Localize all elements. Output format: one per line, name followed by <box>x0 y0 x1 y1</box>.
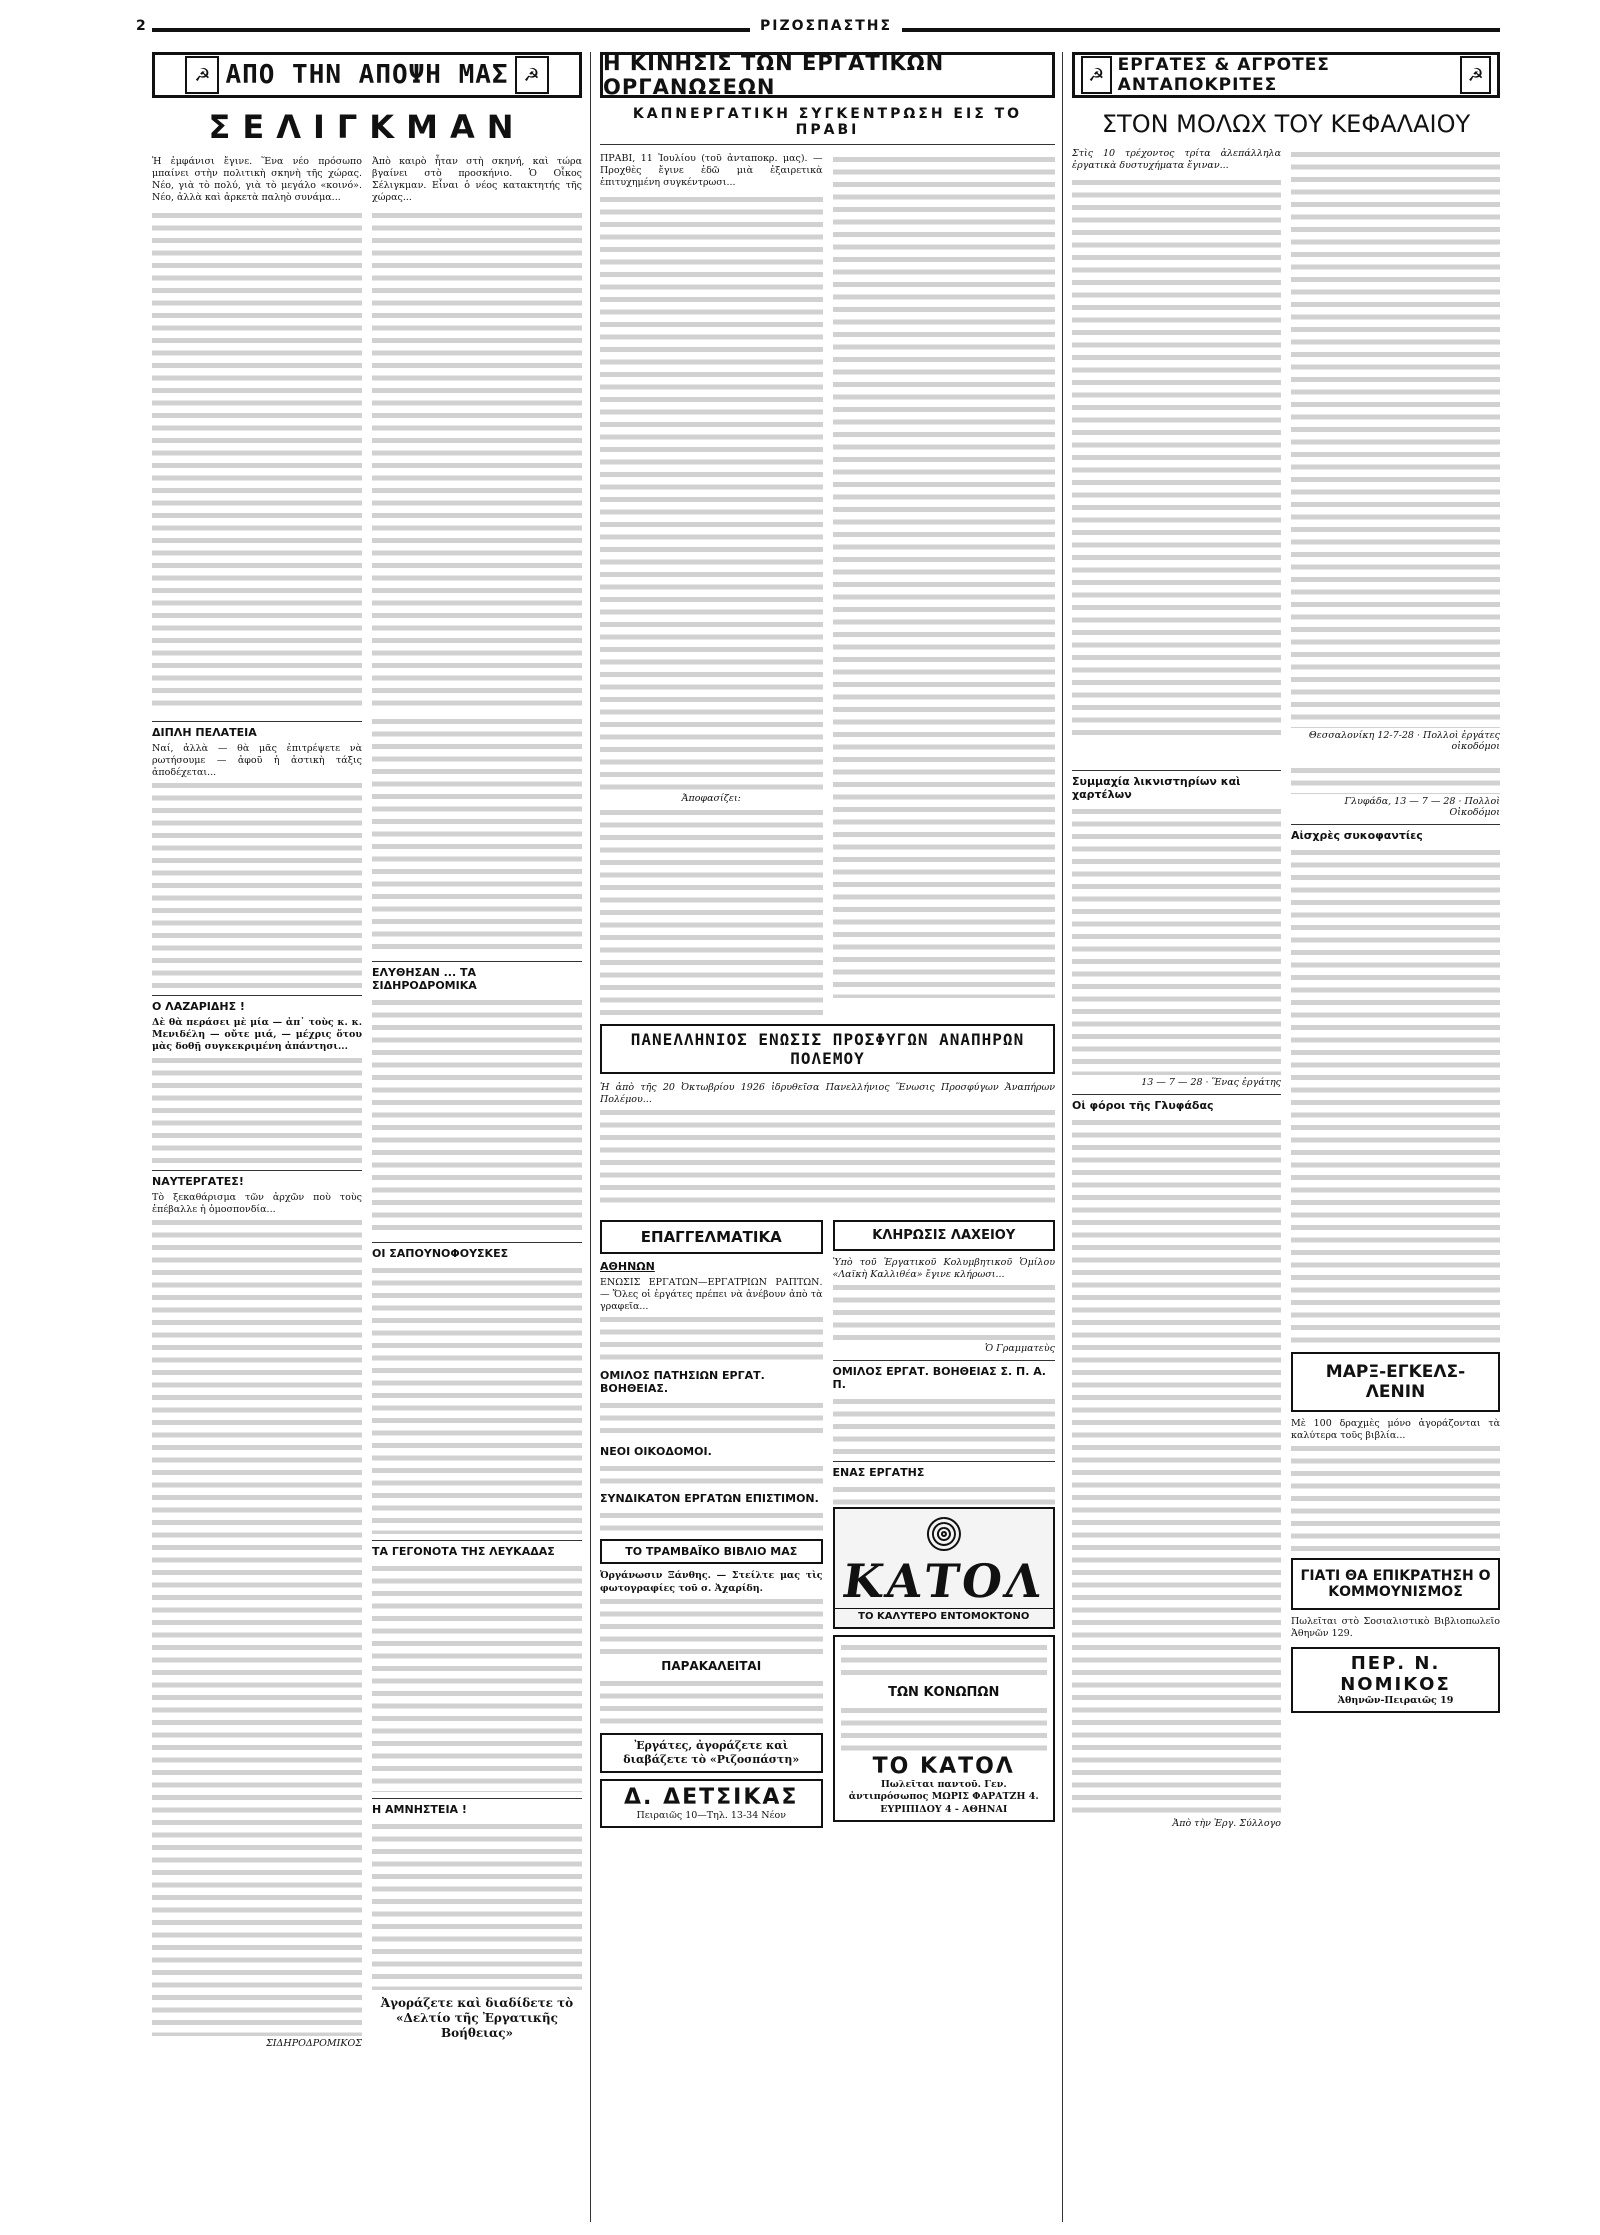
advert-box <box>1291 1647 1500 1713</box>
advert-name: ΤΟ ΚΑΤΟΛ <box>872 1754 1015 1780</box>
section-title: Συμμαχία λικνιστηρίων καὶ χαρτέλων <box>1072 770 1281 801</box>
section-title: Οἱ φόροι τῆς Γλυφάδας <box>1072 1094 1281 1112</box>
section-title: ΔΙΠΛΗ ΠΕΛΑΤΕΙΑ <box>152 721 362 739</box>
hammer-sickle-icon: ☭ <box>1460 56 1491 94</box>
masthead-name: ΡΙΖΟΣΠΑΣΤΗΣ <box>750 18 902 34</box>
text-block <box>600 806 823 1016</box>
page-number: 2 <box>130 18 152 34</box>
feature-title: ΣΕΛΙΓΚΜΑΝ <box>208 108 526 146</box>
notice-title: ΣΥΝΔΙΚΑΤΟΝ ΕΡΓΑΤΩΝ ΕΠΙΣΤΙΜΟΝ. <box>600 1492 819 1506</box>
text-block <box>600 1677 823 1727</box>
decision-label: Ἀποφασίζει: <box>681 793 741 805</box>
text-block <box>600 1313 823 1363</box>
text-block <box>152 209 362 709</box>
article-text: Ἡ ἀπὸ τῆς 20 Ὀκτωβρίου 1926 ἱδρυθεῖσα Πανελλήνιος Ἕνωσις Προσφύγων Ἀναπήρων Πολέμου... <box>600 1081 1055 1105</box>
feature-body <box>152 156 582 709</box>
promo-box <box>600 1733 823 1773</box>
masthead <box>130 18 1500 40</box>
article-headline: ΚΑΠΝΕΡΓΑΤΙΚΗ ΣΥΓΚΕΝΤΡΩΣΗ ΕΙΣ ΤΟ ΠΡΑΒΙ <box>600 106 1055 145</box>
hammer-sickle-icon: ☭ <box>185 56 219 94</box>
text-block <box>372 1562 582 1792</box>
text-block <box>841 1704 1048 1754</box>
text-block <box>152 779 362 989</box>
lower-columns <box>152 715 582 2055</box>
advert-name: ΠΕΡ. Ν. ΝΟΜΙΚΟΣ <box>1340 1652 1451 1695</box>
advert-headline: ΜΑΡΞ-ΕΓΚΕΛΣ-ΛΕΝΙΝ <box>1325 1362 1466 1402</box>
section-title: Η ΑΜΝΗΣΤΕΙΑ ! <box>372 1798 582 1816</box>
column-header-title: Η ΚΙΝΗΣΙΣ ΤΩΝ ΕΡΓΑΤΙΚΩΝ ΟΡΓΑΝΩΣΕΩΝ <box>603 52 945 99</box>
section-box <box>833 1220 1056 1251</box>
text-block <box>600 1595 823 1655</box>
text-block <box>152 1216 362 2036</box>
article-text: Τὸ ξεκαθάρισμα τῶν ἀρχῶν ποὺ τοὺς ἐπέβαλλε ἡ ὁμοσπονδία... <box>152 1191 362 1215</box>
text-block <box>1291 846 1500 1346</box>
article-body <box>600 153 1055 1016</box>
column-header <box>152 52 582 98</box>
text-block <box>841 1641 1048 1681</box>
mosquito-coil-icon <box>924 1514 964 1554</box>
advert-address: Πειραιῶς 10—Τηλ. 13-34 Νέον <box>636 1809 787 1821</box>
text-block <box>1072 1116 1281 1816</box>
column-divider <box>1062 52 1063 2222</box>
advert-headline: ΤΩΝ ΚΟΝΩΠΩΝ <box>888 1685 1000 1701</box>
article-body <box>1072 148 1500 758</box>
article-headline: ΣΤΟΝ ΜΟΛΩΧ ΤΟΥ ΚΕΦΑΛΑΙΟΥ <box>1101 110 1471 138</box>
column-correspondents <box>1072 52 1500 2222</box>
article-text: Ναί, ἀλλὰ — θὰ μᾶς ἐπιτρέψετε νὰ ρωτήσουμε — ἀφοῦ ἡ ἀστικὴ τάξις ἀποδέχεται... <box>152 742 362 778</box>
katol-tagline: ΤΟ ΚΑΛΥΤΕΡΟ ΕΝΤΟΜΟΚΤΟΝΟ <box>835 1608 1054 1622</box>
katol-advert <box>833 1507 1056 1629</box>
text-block <box>600 1462 823 1486</box>
column-labor-news <box>600 52 1055 2222</box>
article-text: ΠΡΑΒΙ, 11 Ἰουλίου (τοῦ ἀνταποκρ. μας). — Προχθὲς ἔγινε ἐδῶ μιὰ ἐξαιρετικὰ ἐπιτυχημένη συγκέντρωσι... <box>600 153 823 189</box>
text-block <box>372 996 582 1236</box>
signature: Ἀπὸ τὴν Ἐργ. Σύλλογο <box>1172 1818 1281 1829</box>
column-header <box>1072 52 1500 98</box>
text-block <box>600 1509 823 1533</box>
text-block <box>372 715 582 955</box>
text-block <box>833 1483 1056 1507</box>
notice-title: ΟΜΙΛΟΣ ΕΡΓΑΤ. ΒΟΗΘΕΙΑΣ Σ. Π. Α. Π. <box>833 1360 1056 1391</box>
banner-headline: ΠΑΝΕΛΛΗΝΙΟΣ ΕΝΩΣΙΣ ΠΡΟΣΦΥΓΩΝ ΑΝΑΠΗΡΩΝ ΠΟΛΕΜΟΥ <box>600 1024 1055 1074</box>
column-header-title: ΑΠΟ ΤΗΝ ΑΠΟΨΗ ΜΑΣ <box>225 60 509 90</box>
section-title: ΤΟ ΤΡΑΜΒΑΪΚΟ ΒΙΒΛΙΟ ΜΑΣ <box>625 1545 798 1559</box>
section-subtitle: ΑΘΗΝΩΝ <box>600 1259 655 1273</box>
text-block <box>600 1106 1055 1206</box>
section-title: ΟΙ ΣΑΠΟΥΝΟΦΟΥΣΚΕΣ <box>372 1242 582 1260</box>
article-text: Στὶς 10 τρέχοντος τρίτα ἀλεπάλληλα ἐργατικὰ δυστυχήματα ἔγιναν... <box>1072 148 1281 172</box>
section-title: Αἰσχρὲς συκοφαντίες <box>1291 824 1500 842</box>
text-block <box>1291 148 1500 728</box>
lower-columns <box>1072 764 1500 1835</box>
signature: 13 — 7 — 28 · Ἕνας ἐργάτης <box>1141 1077 1281 1088</box>
section-box <box>600 1220 823 1254</box>
section-title: ΚΛΗΡΩΣΙΣ ΛΑΧΕΙΟΥ <box>872 1227 1016 1243</box>
advert-address: Πωλεῖται παντοῦ. Γεν. ἀντιπρόσωπος ΜΩΡΙΣ ΦΑΡΑΤΖΗ 4. ΕΥΡΙΠΙΔΟΥ 4 - ΑΘΗΝΑΙ <box>848 1779 1039 1815</box>
notice-title: ΠΑΡΑΚΑΛΕΙΤΑΙ <box>661 1658 762 1673</box>
column-editorial <box>152 52 582 2222</box>
signature: Γλυφάδα, 13 — 7 — 28 · Πολλοὶ Οἰκοδόμοι <box>1344 796 1500 818</box>
hammer-sickle-icon: ☭ <box>515 56 549 94</box>
column-header <box>600 52 1055 98</box>
promo-text: Ἀγοράζετε καὶ διαδίδετε τὸ «Δελτίο τῆς Ἐργατικῆς Βοήθειας» <box>380 1995 574 2041</box>
text-block <box>372 209 582 709</box>
text-block <box>600 193 823 793</box>
section-box <box>600 1539 823 1564</box>
advert-headline: ΓΙΑΤΙ ΘΑ ΕΠΙΚΡΑΤΗΣΗ Ο ΚΟΜΜΟΥΝΙΣΜΟΣ <box>1300 1568 1491 1601</box>
section-title: ΤΑ ΓΕΓΟΝΟΤΑ ΤΗΣ ΛΕΥΚΑΔΑΣ <box>372 1540 582 1558</box>
katol-logo: ΚΑΤΟΛ <box>839 1554 1048 1609</box>
text-block <box>1291 1442 1500 1552</box>
section-title: ΝΑΥΤΕΡΓΑΤΕΣ! <box>152 1170 362 1188</box>
text-block <box>372 1820 582 1990</box>
text-block <box>1072 805 1281 1075</box>
text-block <box>1291 764 1500 794</box>
classifieds <box>600 1214 1055 1834</box>
katol-advert-text <box>833 1635 1056 1821</box>
text-block <box>833 153 1056 998</box>
notice-text: Ὀργάνωσιν Ξάνθης. — Στείλτε μας τὶς φωτογραφίες τοῦ σ. Ἀχαρίδη. <box>600 1570 823 1594</box>
section-title: Ο ΛΑΖΑΡΙΔΗΣ ! <box>152 995 362 1013</box>
advert-text: Μὲ 100 δραχμὲς μόνο ἀγοράζονται τὰ καλύτερα τοῦς βιβλία... <box>1291 1418 1500 1442</box>
advert-box <box>1291 1352 1500 1412</box>
column-header-title: ΕΡΓΑΤΕΣ & ΑΓΡΟΤΕΣ ΑΝΤΑΠΟΚΡΙΤΕΣ <box>1117 55 1330 95</box>
signature: Θεσσαλονίκη 12-7-28 · Πολλοὶ ἐργάτες οἰκοδόμοι <box>1308 730 1500 752</box>
text-block <box>600 1399 823 1439</box>
advert-box <box>1291 1558 1500 1610</box>
text-block <box>1072 176 1281 736</box>
hammer-sickle-icon: ☭ <box>1081 56 1112 94</box>
signature: ΣΙΔΗΡΟΔΡΟΜΙΚΟΣ <box>266 2037 362 2049</box>
article-text: Ἡ ἐμφάνισι ἔγινε. Ἕνα νέο πρόσωπο μπαίνει στὴν πολιτικὴ σκηνὴ τῆς χώρας. Νέο, γιὰ τὸ πολύ, γιὰ τὸ μεγάλο «κοινό». Νέο, ἀλλὰ καὶ ἀρκετὰ παληὸ συνάμα... <box>152 156 362 204</box>
promo-text: Ἐργάτες, ἀγοράζετε καὶ διαβάζετε τὸ «Ριζοσπάστη» <box>623 1738 800 1766</box>
advert-name: Δ. ΔΕΤΣΙΚΑΣ <box>624 1784 799 1810</box>
section-title: ΕΠΑΓΓΕΛΜΑΤΙΚΑ <box>640 1227 782 1246</box>
advert-address: Ἀθηνῶν-Πειραιῶς 19 <box>1337 1694 1454 1706</box>
notice-text: ΕΝΩΣΙΣ ΕΡΓΑΤΩΝ—ΕΡΓΑΤΡΙΩΝ ΡΑΠΤΩΝ. — Ὅλες οἱ ἐργάτες πρέπει νὰ ἀνέβουν ἀπὸ τὰ γραφεῖα... <box>600 1276 823 1313</box>
signature: Ὁ Γραμματεὺς <box>985 1343 1055 1355</box>
section-title: ΕΛΥΘΗΣΑΝ ... ΤΑ ΣΙΔΗΡΟΔΡΟΜΙΚΑ <box>372 961 582 992</box>
notice-title: ΝΕΟΙ ΟΙΚΟΔΟΜΟΙ. <box>600 1445 712 1459</box>
notice-text: Ὑπὸ τοῦ Ἐργατικοῦ Κολυμβητικοῦ Ὁμίλου «Λαϊκὴ Καλλιθέα» ἔγινε κλήρωσι... <box>832 1256 1055 1281</box>
column-divider <box>590 52 591 2222</box>
text-block <box>372 1264 582 1534</box>
text-block <box>833 1281 1056 1341</box>
article-text: Ἀπὸ καιρὸ ἦταν στὴ σκηνή, καὶ τώρα βγαίνει στὸ προσκήνιο. Ὁ Οἶκος Σέλιγκμαν. Εἶναι ὁ νέος κατακτητής τῆς χώρας... <box>372 156 582 204</box>
notice-title: ΕΝΑΣ ΕΡΓΑΤΗΣ <box>833 1461 1056 1479</box>
article-text: Δὲ θὰ περάσει μὲ μία — ἀπ᾿ τοὺς κ. κ. Μενιδέλη — οὔτε μιά, — μέχρις ὅτου μὰς δοθῇ συγκεκριμένη ἀπάντησι... <box>152 1017 362 1053</box>
advert-text: Πωλεῖται στὸ Σοσιαλιστικὸ Βιβλιοπωλεῖο Ἀθηνῶν 129. <box>1291 1616 1500 1640</box>
notice-title: ΟΜΙΛΟΣ ΠΑΤΗΣΙΩΝ ΕΡΓΑΤ. ΒΟΗΘΕΙΑΣ. <box>600 1369 765 1396</box>
text-block <box>833 1395 1056 1455</box>
text-block <box>152 1054 362 1164</box>
advert-box <box>600 1779 823 1828</box>
